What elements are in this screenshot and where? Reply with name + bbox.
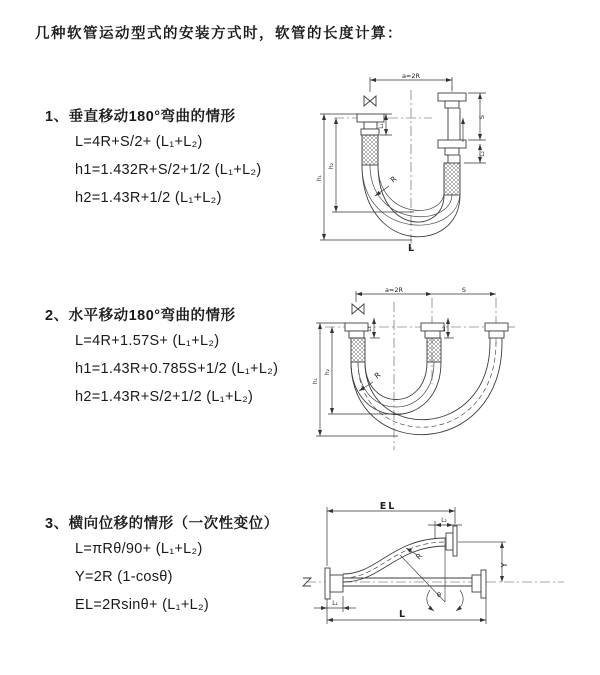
section-3-formula-EL: EL=2Rsinθ+ (L₁+L₂) [75, 597, 210, 613]
radius-callout [406, 548, 424, 561]
dim-label-s: S [461, 286, 467, 294]
diagram-lateral-displacement [300, 498, 570, 653]
dimension-l1 [314, 596, 356, 612]
dimension-a2r [370, 72, 452, 92]
diagram-vertical-180-bend [312, 70, 547, 255]
right-pipe-fitting [438, 93, 466, 195]
dimension-y [500, 542, 509, 582]
dim-label-l2: L₂ [480, 151, 486, 157]
radius-label: R [388, 174, 399, 185]
hose-s-curve [343, 538, 446, 582]
section-3-heading: 3、横向位移的情形（一次性变位） [45, 516, 279, 532]
upper-flange [446, 526, 457, 556]
dim-label-l1: L₁ [379, 123, 385, 129]
radius-label: R [414, 551, 425, 562]
dim-label-h1: h₁ [313, 378, 319, 384]
section-1-formula-h1: h1=1.432R+S/2+1/2 (L₁+L₂) [75, 162, 262, 178]
dim-label-s: S [478, 114, 486, 120]
dim-label-l2: L₂ [441, 518, 447, 524]
diagram-horizontal-180-bend [310, 284, 555, 459]
dim-label-l2: L₂ [441, 326, 447, 332]
dimension-l [327, 598, 486, 624]
dimension-el [327, 501, 455, 566]
dim-label-l1: L₁ [332, 601, 338, 607]
dim-label-h1: h₁ [317, 175, 323, 181]
dim-label-l1: L₁ [367, 326, 373, 332]
dim-label-a2r: a=2R [401, 72, 421, 80]
dim-label-a2r: a=2R [384, 286, 404, 294]
page-title: 几种软管运动型式的安装方式时，软管的长度计算： [35, 26, 403, 42]
dimension-l2 [441, 318, 454, 338]
dimension-s [432, 286, 496, 294]
radius-label: R [372, 370, 383, 381]
section-2-heading: 2、水平移动180°弯曲的情形 [45, 308, 236, 324]
section-2-formula-h1: h1=1.43R+0.785S+1/2 (L₁+L₂) [75, 361, 279, 377]
valve-icon [364, 96, 376, 106]
dimension-s [468, 93, 486, 140]
section-1-heading: 1、垂直移动180°弯曲的情形 [45, 109, 236, 125]
section-3-formula-Y: Y=2R (1-cosθ) [75, 569, 173, 585]
centerlines [334, 86, 452, 250]
dim-label-h2: h₂ [325, 369, 331, 375]
dim-label-h2: h₂ [329, 163, 335, 169]
left-flange [325, 568, 343, 599]
dimension-l2 [464, 144, 486, 163]
length-label: L [408, 243, 415, 254]
right-pipe-fitting [485, 323, 508, 342]
dimension-l1 [367, 318, 380, 338]
dim-label-y: Y [500, 562, 509, 568]
section-2-formula-L: L=4R+1.57S+ (L₁+L₂) [75, 333, 220, 349]
dimension-a2r [356, 286, 432, 302]
section-1-formula-h2: h2=1.43R+1/2 (L₁+L₂) [75, 190, 222, 206]
section-1-formula-L: L=4R+S/2+ (L₁+L₂) [75, 134, 203, 150]
left-pipe-fitting [357, 114, 384, 165]
lower-pipe [343, 570, 486, 598]
valve-icon [352, 304, 364, 314]
dim-label-el: EL [379, 501, 397, 512]
left-pipe-fitting [345, 323, 368, 362]
section-3-formula-L: L=πRθ/90+ (L₁+L₂) [75, 541, 203, 557]
section-2-formula-h2: h2=1.43R+S/2+1/2 (L₁+L₂) [75, 389, 254, 405]
dim-label-l: L [398, 609, 406, 620]
angle-label: θ [437, 591, 441, 599]
